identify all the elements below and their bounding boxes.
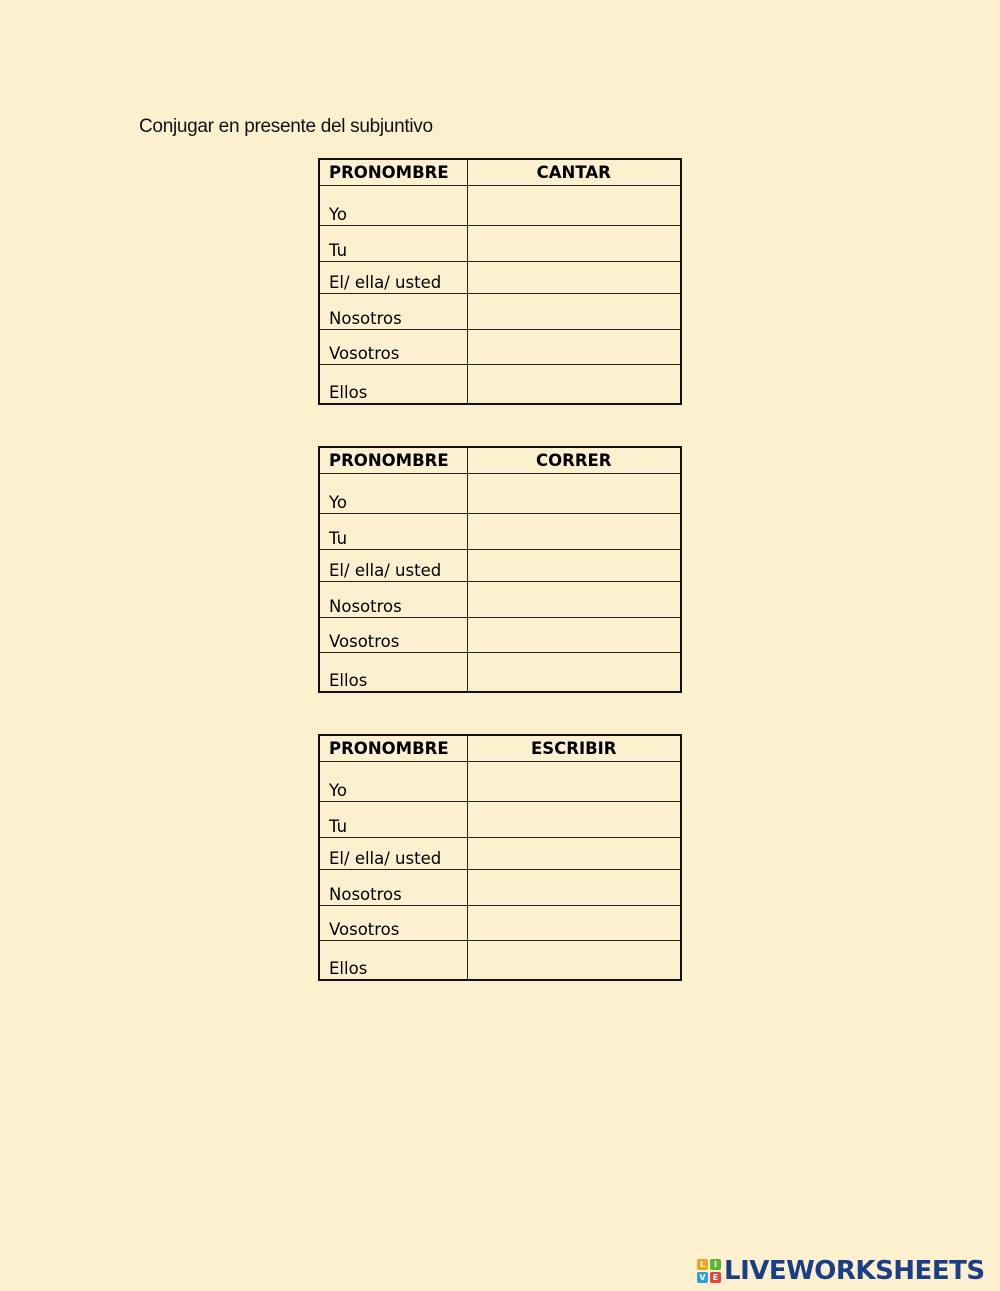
answer-cell[interactable]	[467, 474, 681, 514]
pronoun-cell: El/ ella/ usted	[319, 550, 467, 582]
pronoun-cell: Vosotros	[319, 906, 467, 941]
table-row	[319, 550, 681, 582]
pronoun-cell: Tu	[319, 226, 467, 262]
logo-mark-letter: I	[710, 1259, 721, 1270]
logo-mark-letter: E	[710, 1272, 721, 1283]
liveworksheets-logo[interactable]	[697, 1256, 985, 1286]
answer-cell[interactable]	[467, 802, 681, 838]
pronoun-header: PRONOMBRE	[319, 735, 467, 762]
table-row	[319, 941, 681, 981]
answer-cell[interactable]	[467, 762, 681, 802]
verb-header: ESCRIBIR	[467, 735, 681, 762]
table-row	[319, 906, 681, 941]
conjugation-table-correr	[318, 446, 682, 693]
logo-mark-letter: V	[697, 1272, 708, 1283]
pronoun-cell: Tu	[319, 514, 467, 550]
table-row	[319, 514, 681, 550]
pronoun-cell: El/ ella/ usted	[319, 262, 467, 294]
pronoun-cell: Vosotros	[319, 330, 467, 365]
conjugation-table-cantar	[318, 158, 682, 405]
answer-cell[interactable]	[467, 365, 681, 405]
pronoun-cell: Yo	[319, 474, 467, 514]
pronoun-cell: Nosotros	[319, 294, 467, 330]
pronoun-cell: Ellos	[319, 653, 467, 693]
logo-wordmark: LIVEWORKSHEETS	[724, 1256, 985, 1286]
pronoun-cell: Nosotros	[319, 582, 467, 618]
pronoun-cell: Nosotros	[319, 870, 467, 906]
pronoun-cell: Vosotros	[319, 618, 467, 653]
answer-cell[interactable]	[467, 262, 681, 294]
answer-cell[interactable]	[467, 186, 681, 226]
answer-cell[interactable]	[467, 226, 681, 262]
pronoun-header: PRONOMBRE	[319, 159, 467, 186]
table-header-row	[319, 159, 681, 186]
pronoun-cell: Yo	[319, 762, 467, 802]
answer-cell[interactable]	[467, 653, 681, 693]
table-header-row	[319, 447, 681, 474]
table-row	[319, 365, 681, 405]
table-row	[319, 294, 681, 330]
table-row	[319, 618, 681, 653]
logo-mark-letter: L	[697, 1259, 708, 1270]
table-row	[319, 653, 681, 693]
table-header-row	[319, 735, 681, 762]
answer-cell[interactable]	[467, 514, 681, 550]
table-row	[319, 762, 681, 802]
pronoun-cell: El/ ella/ usted	[319, 838, 467, 870]
conjugation-table-escribir	[318, 734, 682, 981]
table-row	[319, 474, 681, 514]
answer-cell[interactable]	[467, 550, 681, 582]
table-row	[319, 838, 681, 870]
page-title: Conjugar en presente del subjuntivo	[139, 116, 433, 137]
table-row	[319, 186, 681, 226]
answer-cell[interactable]	[467, 582, 681, 618]
pronoun-cell: Ellos	[319, 365, 467, 405]
verb-header: CANTAR	[467, 159, 681, 186]
answer-cell[interactable]	[467, 906, 681, 941]
answer-cell[interactable]	[467, 941, 681, 981]
table-row	[319, 582, 681, 618]
pronoun-cell: Ellos	[319, 941, 467, 981]
logo-mark-icon	[697, 1259, 721, 1283]
table-row	[319, 870, 681, 906]
table-row	[319, 330, 681, 365]
table-row	[319, 226, 681, 262]
answer-cell[interactable]	[467, 838, 681, 870]
answer-cell[interactable]	[467, 870, 681, 906]
verb-header: CORRER	[467, 447, 681, 474]
pronoun-cell: Tu	[319, 802, 467, 838]
answer-cell[interactable]	[467, 618, 681, 653]
table-row	[319, 802, 681, 838]
pronoun-header: PRONOMBRE	[319, 447, 467, 474]
pronoun-cell: Yo	[319, 186, 467, 226]
table-row	[319, 262, 681, 294]
answer-cell[interactable]	[467, 330, 681, 365]
answer-cell[interactable]	[467, 294, 681, 330]
